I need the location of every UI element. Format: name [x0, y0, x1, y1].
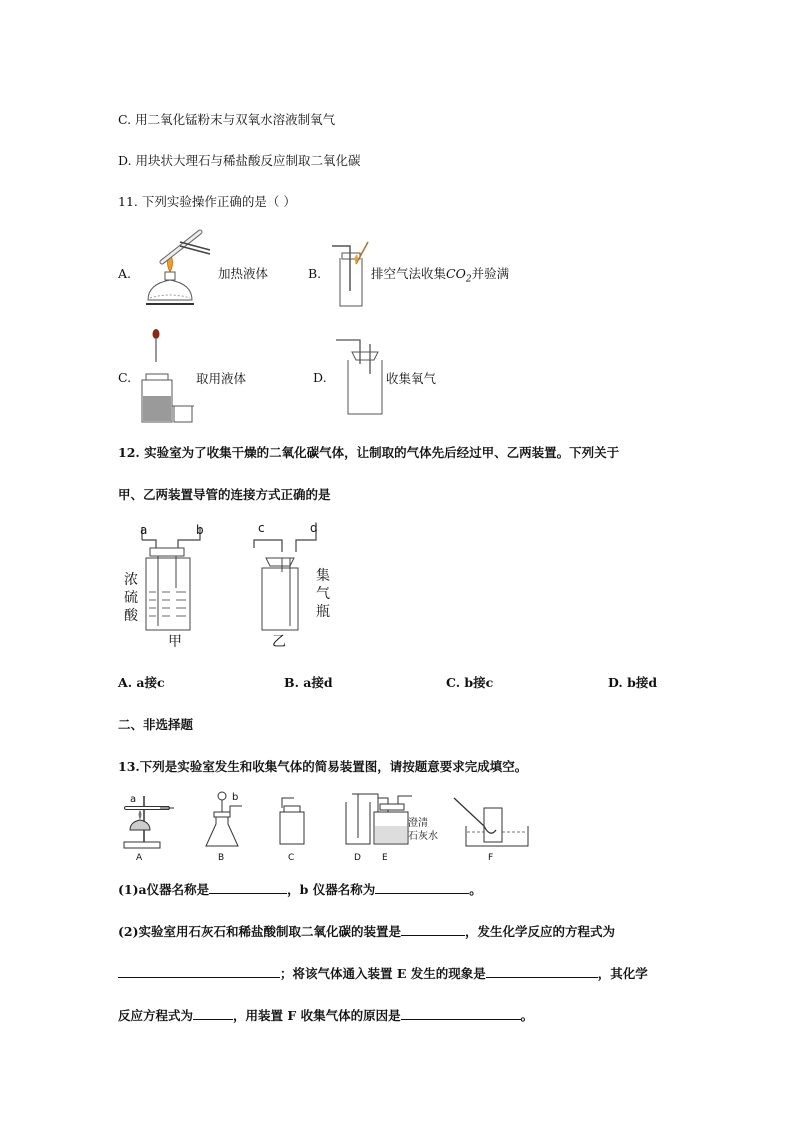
q12-figure — [120, 518, 340, 656]
q11-a-letter: A. — [118, 266, 132, 281]
q11-b-letter: B. — [308, 266, 322, 281]
q13-label-E: E — [382, 853, 388, 863]
q11-b-formula — [446, 266, 472, 285]
q11-d-letter: D. — [313, 370, 327, 385]
q11-a-caption: 加热液体 — [218, 266, 269, 281]
q13-blank-phenomenon[interactable] — [486, 965, 598, 978]
q13-part1-end: 。 — [469, 882, 482, 897]
q11-stem: 11. 下列实验操作正确的是（ ） — [118, 194, 296, 209]
q11-c-caption: 取用液体 — [196, 371, 247, 386]
q11-d-caption: 收集氧气 — [386, 371, 437, 386]
q12-bottle-char-3: 瓶 — [316, 604, 330, 620]
q12-option-a: A. a接c — [118, 675, 165, 690]
q13-label-B: B — [218, 853, 225, 863]
q12-bottle-char-2: 气 — [316, 586, 330, 602]
q13-part2-line1 — [118, 922, 615, 940]
q13-label-a-pointer: a — [130, 794, 137, 805]
q13-label-D: D — [354, 853, 361, 863]
q12-option-c: C. b接c — [446, 675, 494, 690]
q13-blank-e-equation[interactable] — [193, 1007, 233, 1020]
q12-acid-char-1: 浓 — [124, 572, 138, 588]
q11-b-formula-main: CO — [446, 266, 466, 281]
q12-acid-char-2: 硫 — [124, 590, 138, 606]
q11-b-figure — [330, 236, 370, 311]
q13-limewater-line1: 澄清 — [408, 818, 428, 829]
q13-part2-b: ，发生化学反应的方程式为 — [465, 924, 616, 939]
q12-label-c: c — [258, 521, 265, 535]
q12-label-d: d — [310, 521, 318, 535]
q13-label-A: A — [136, 853, 143, 863]
q13-part2-end: 。 — [520, 1008, 534, 1023]
q13-part1 — [118, 880, 482, 898]
q11-a-figure — [140, 222, 220, 322]
q12-label-b: b — [196, 523, 204, 537]
q11-b-formula-sub: 2 — [465, 274, 472, 285]
q12-acid-char-3: 酸 — [124, 608, 138, 624]
q13-label-b-pointer: b — [232, 792, 239, 803]
q13-blank-reason[interactable] — [401, 1007, 521, 1020]
q11-b-caption-end: 并验满 — [471, 266, 510, 281]
q12-label-yi: 乙 — [272, 634, 286, 650]
q13-blank-a-name[interactable] — [209, 881, 287, 894]
section-heading: 二、非选择题 — [118, 717, 194, 732]
q13-part2-c: ；将该气体通入装置 E 发生的现象是 — [280, 966, 486, 981]
q13-figure — [118, 786, 538, 862]
q13-stem: 13.下列是实验室发生和收集气体的简易装置图，请按题意要求完成填空。 — [118, 759, 528, 774]
q13-apparatus-c — [280, 798, 304, 844]
q13-part1-a: (1)a仪器名称是 — [118, 882, 210, 897]
q13-apparatus-e — [374, 796, 412, 844]
q13-blank-b-name[interactable] — [375, 881, 469, 894]
q13-part1-b: ，b 仪器名称为 — [287, 882, 376, 897]
q12-bottle-jia — [142, 528, 200, 630]
q13-blank-equation[interactable] — [118, 965, 280, 978]
q12-label-jia: 甲 — [168, 634, 182, 650]
q11-c-figure — [138, 328, 200, 426]
q12-option-d: D. b接d — [608, 675, 658, 690]
q10-option-c: C. 用二氧化锰粉末与双氧水溶液制氧气 — [118, 112, 336, 127]
q13-label-C: C — [288, 853, 295, 863]
q11-b-caption — [371, 264, 509, 285]
q11-b-caption-text: 排空气法收集 — [371, 266, 447, 281]
q13-blank-device[interactable] — [401, 923, 465, 936]
q13-label-F: F — [488, 853, 494, 863]
q13-part2-line2 — [118, 964, 648, 982]
q13-part2-f: ，用装置 F 收集气体的原因是 — [233, 1008, 401, 1023]
q13-part2-e: 反应方程式为 — [118, 1008, 194, 1023]
q12-bottle-yi — [254, 528, 316, 630]
q13-part2-line3 — [118, 1006, 533, 1024]
q13-part2-a: (2)实验室用石灰石和稀盐酸制取二氧化碳的装置是 — [118, 924, 402, 939]
q10-option-d: D. 用块状大理石与稀盐酸反应制取二氧化碳 — [118, 153, 361, 168]
q13-part2-d: ，其化学 — [597, 966, 648, 981]
q12-stem-line2: 甲、乙两装置导管的连接方式正确的是 — [118, 487, 331, 502]
q12-label-a: a — [140, 523, 148, 537]
q11-c-letter: C. — [118, 370, 132, 385]
q13-limewater-line2: 石灰水 — [408, 831, 438, 842]
q12-stem-line1: 12. 实验室为了收集干燥的二氧化碳气体，让制取的气体先后经过甲、乙两装置。下列关于 — [118, 445, 620, 460]
q13-apparatus-d — [346, 794, 378, 844]
q13-apparatus-f — [454, 798, 528, 846]
q11-d-figure — [334, 334, 390, 416]
q12-option-b: B. a接d — [284, 675, 333, 690]
q12-bottle-char-1: 集 — [316, 568, 330, 584]
